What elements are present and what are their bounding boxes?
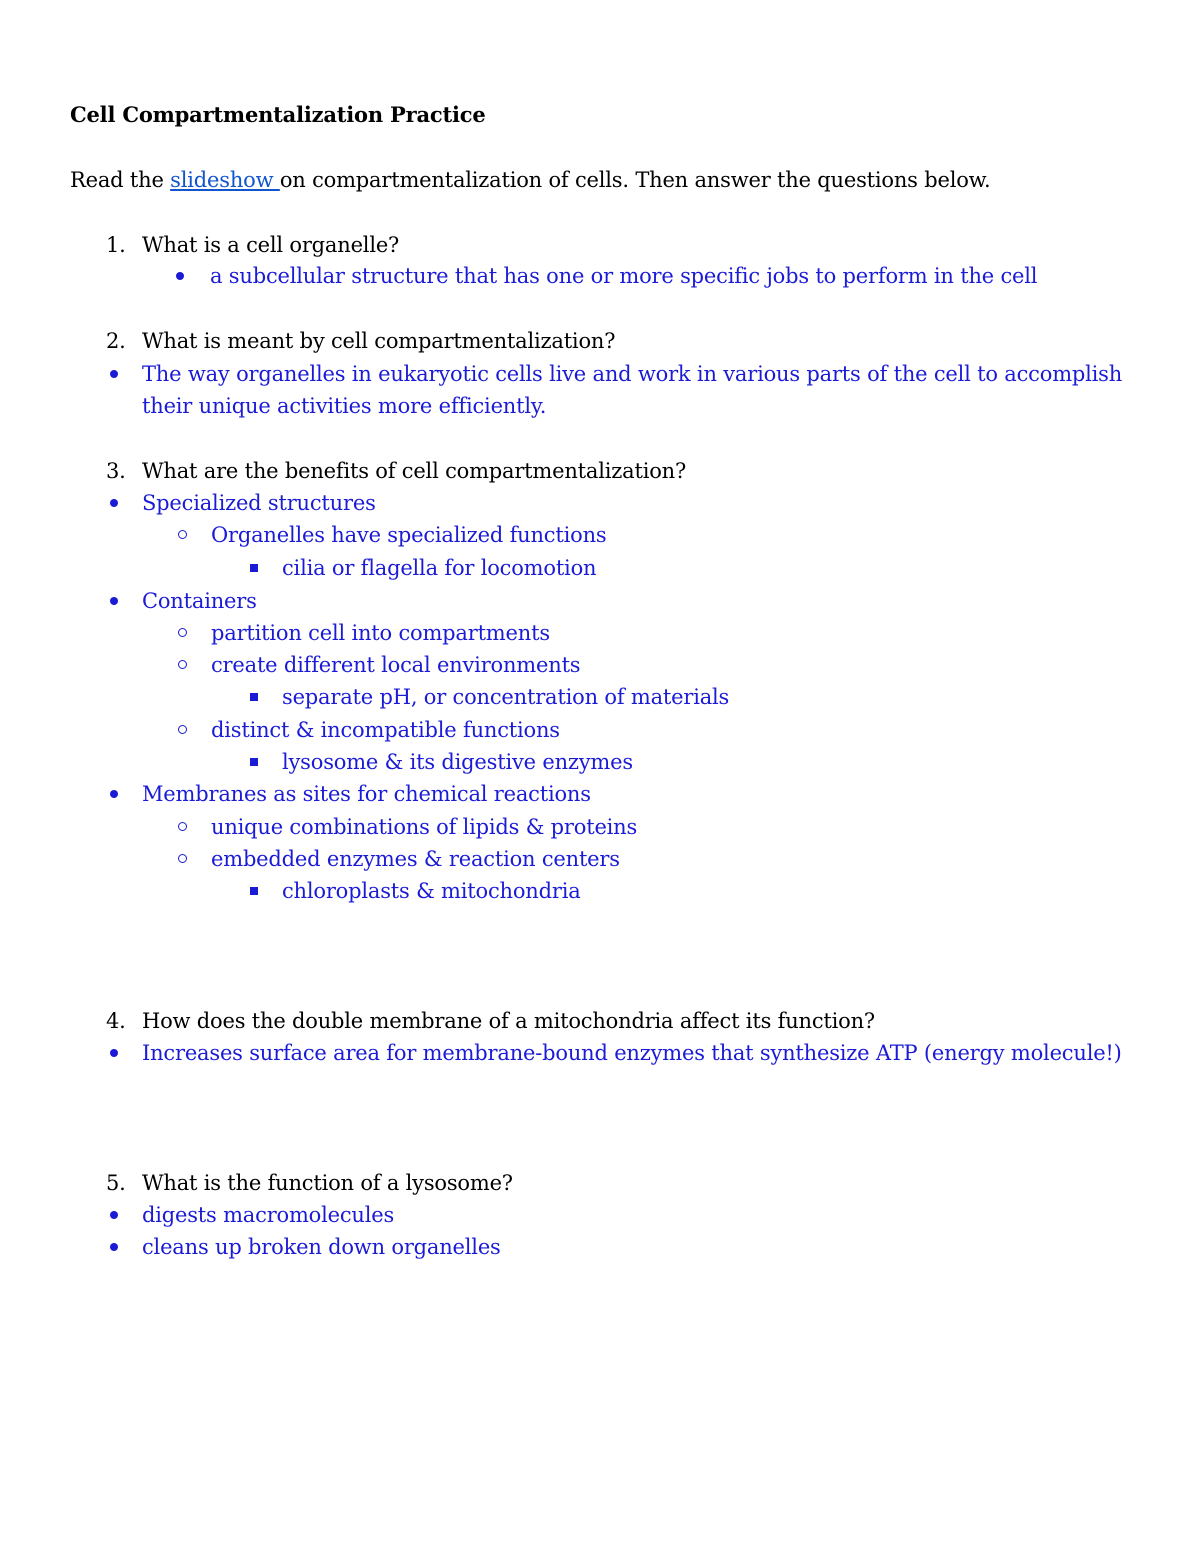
question-text: What is the function of a lysosome? [142,1171,513,1195]
bullet-circle-icon [178,660,187,669]
question-text: What are the benefits of cell compartmentalization? [142,459,687,483]
answer-text: Increases surface area for membrane-bound enzymes that synthesize ATP (energy molecule!) [142,1041,1122,1065]
bullet-circle-icon [178,822,187,831]
intro-text-before: Read the [70,168,171,192]
page-title: Cell Compartmentalization Practice [70,102,486,127]
bullet-disc-icon [110,597,118,605]
question-text: How does the double membrane of a mitochondria affect its function? [142,1009,875,1033]
bullet-circle-icon [178,530,187,539]
benefit-text: Specialized structures [142,491,376,515]
bullet-square-icon [250,758,258,766]
question-number: 3. [106,459,126,483]
bullet-square-icon [250,887,258,895]
benefit-subtext: create different local environments [211,653,581,677]
question-text: What is meant by cell compartmentalization? [142,329,616,353]
bullet-disc-icon [110,1211,118,1219]
bullet-square-icon [250,564,258,572]
bullet-disc-icon [110,790,118,798]
answer-text: digests macromolecules [142,1203,395,1227]
bullet-disc-icon [110,1049,118,1057]
question-number: 1. [106,233,126,257]
answer-text-line1: The way organelles in eukaryotic cells live and work in various parts of the cell to accomplish [142,362,1123,386]
question-number: 2. [106,329,126,353]
bullet-circle-icon [178,628,187,637]
benefit-subtext: Organelles have specialized functions [211,523,607,547]
intro-paragraph [70,166,990,194]
bullet-disc-icon [110,370,118,378]
benefit-subtext: embedded enzymes & reaction centers [211,847,620,871]
bullet-disc-icon [110,1243,118,1251]
bullet-circle-icon [178,854,187,863]
bullet-square-icon [250,693,258,701]
answer-text: cleans up broken down organelles [142,1235,501,1259]
bullet-disc-icon [110,499,118,507]
answer-text: a subcellular structure that has one or more specific jobs to perform in the cell [210,264,1038,288]
bullet-disc-icon [176,272,184,280]
benefit-subsubtext: lysosome & its digestive enzymes [282,750,633,774]
benefit-subtext: unique combinations of lipids & proteins [211,815,638,839]
benefit-subtext: partition cell into compartments [211,621,550,645]
benefit-subsubtext: separate pH, or concentration of materials [282,685,730,709]
benefit-subsubtext: chloroplasts & mitochondria [282,879,581,903]
benefit-text: Containers [142,589,257,613]
question-number: 4. [106,1009,126,1033]
slideshow-link[interactable]: slideshow [170,168,280,192]
benefit-subsubtext: cilia or flagella for locomotion [282,556,597,580]
question-text: What is a cell organelle? [142,233,400,257]
intro-text-after: on compartmentalization of cells. Then answer the questions below. [279,168,991,192]
bullet-circle-icon [178,725,187,734]
question-number: 5. [106,1171,126,1195]
benefit-text: Membranes as sites for chemical reactions [142,782,591,806]
answer-2-continuation: their unique activities more efficiently. [142,394,547,418]
benefit-subtext: distinct & incompatible functions [211,718,560,742]
